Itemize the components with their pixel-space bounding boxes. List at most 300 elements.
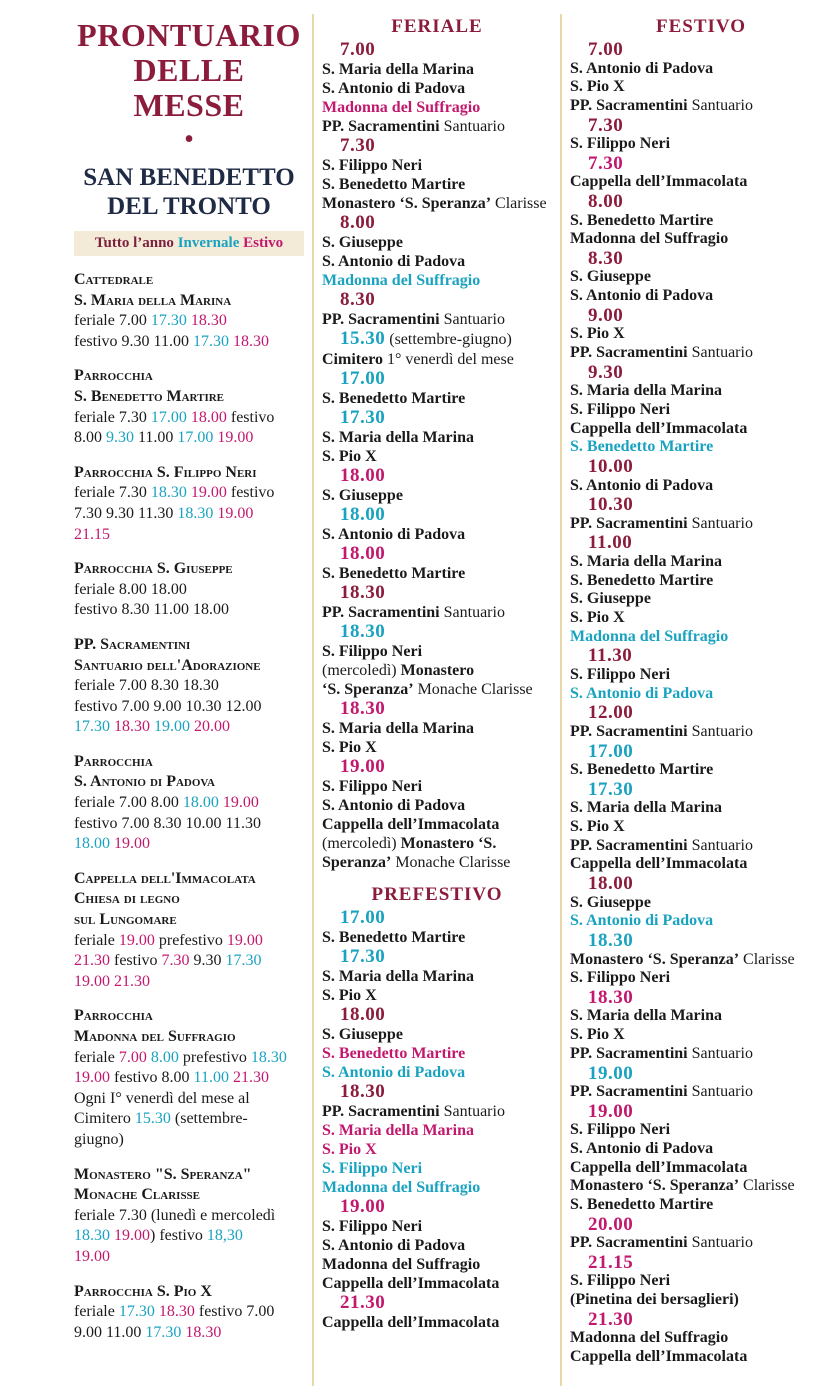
location-name: S. Filippo Neri (570, 969, 671, 987)
location-line (322, 642, 552, 661)
location-line (322, 447, 552, 466)
schedule-text: festivo (226, 484, 275, 502)
location-note: Santuario (439, 1103, 505, 1120)
location-name: S. Maria della Marina (322, 1122, 474, 1139)
mass-entry (322, 466, 552, 505)
schedule-text: 8.00 (74, 429, 106, 447)
schedule-line (74, 1068, 304, 1089)
church-name: S. Benedetto Martire (74, 387, 225, 405)
church-block (74, 366, 304, 448)
location-name: S. Pio X (322, 987, 377, 1004)
location-name: S. Benedetto Martire (322, 1045, 466, 1062)
bullet-icon: • (184, 124, 194, 155)
page-title (74, 18, 304, 123)
schedule-text: Ogni I° venerdì del mese al (74, 1089, 250, 1107)
schedule-text: 17.30 (74, 718, 110, 736)
location-name: S. Pio X (570, 1026, 625, 1044)
mass-entry (570, 192, 832, 249)
location-name: Monastero (400, 662, 475, 679)
schedule-line (74, 972, 304, 993)
schedule-line (74, 1006, 304, 1027)
location-line (570, 1159, 832, 1178)
time-value: 21.30 (340, 1292, 386, 1313)
church-name: Monache Clarisse (74, 1186, 201, 1204)
location-name: Cappella dell’Immacolata (322, 1275, 500, 1292)
schedule-text: feriale 7.30 (lunedì e mercoledì (74, 1206, 276, 1224)
mass-time (570, 192, 832, 212)
schedule-text: 21.15 (74, 525, 110, 543)
church-block (74, 869, 304, 993)
location-line (322, 815, 552, 834)
time-value: 17.00 (588, 740, 634, 762)
time-value: 18.30 (588, 986, 634, 1008)
schedule-line (74, 752, 304, 773)
schedule-text: 19.00 (114, 1227, 150, 1245)
mass-entry (570, 742, 832, 780)
schedule-text: 19.00 (190, 484, 227, 502)
location-name: Monastero ‘S. (400, 835, 497, 852)
church-block (74, 635, 304, 738)
location-line (570, 1177, 832, 1196)
schedule-text: 11.00 (193, 1069, 229, 1087)
schedule-text: 20.00 (194, 718, 230, 736)
schedule-text: 18.30 (250, 1048, 287, 1066)
time-value: 18.30 (340, 698, 386, 719)
schedule-text: feriale (74, 1303, 119, 1321)
location-name: S. Antonio di Padova (322, 1064, 466, 1081)
time-value: 18.00 (340, 543, 386, 564)
location-name: S. Maria della Marina (570, 1007, 722, 1025)
location-line (570, 894, 832, 913)
time-value: 8.30 (340, 289, 376, 310)
location-line (570, 135, 832, 154)
schedule-line (74, 1282, 304, 1303)
mass-time (322, 947, 552, 967)
schedule-line (74, 1302, 304, 1323)
location-line (322, 1102, 552, 1121)
location-line (570, 1026, 832, 1045)
location-line (322, 60, 552, 79)
schedule-text: prefestivo (154, 931, 227, 949)
location-line (570, 1121, 832, 1140)
mass-time (570, 40, 832, 60)
location-name: PP. Sacramentini (322, 1103, 440, 1120)
location-line (322, 928, 552, 947)
location-name: Cappella dell’Immacolata (570, 173, 748, 191)
location-line (322, 967, 552, 986)
location-line (570, 1329, 832, 1348)
schedule-text: 19.00 (74, 1069, 110, 1087)
location-note: Santuario (687, 344, 753, 362)
location-line (322, 194, 552, 213)
location-name: PP. Sacramentini (570, 1083, 688, 1101)
schedule-line (74, 793, 304, 814)
schedule-text: 17.30 (145, 1323, 182, 1341)
location-line (570, 420, 832, 439)
location-name: S. Filippo Neri (570, 1121, 671, 1139)
schedule-text: festivo (110, 952, 162, 970)
location-name: Cimitero (322, 351, 384, 368)
location-name: Cappella dell’Immacolata (570, 1348, 748, 1366)
location-note: 1° venerdì del mese (383, 351, 514, 368)
location-line (322, 1178, 552, 1197)
mass-entry (322, 583, 552, 622)
mass-time (570, 363, 832, 383)
location-name: S. Benedetto Martire (570, 571, 714, 589)
mass-time (570, 533, 832, 553)
time-value: 17.00 (340, 907, 386, 928)
mass-time (322, 408, 552, 428)
location-line (570, 912, 832, 931)
schedule-line (74, 1109, 304, 1130)
location-line (570, 1291, 832, 1310)
time-value: 7.00 (340, 39, 376, 60)
location-name: PP. Sacramentini (570, 96, 688, 114)
time-value: 12.00 (588, 702, 634, 724)
mass-time (570, 703, 832, 723)
schedule-line (74, 814, 304, 835)
schedule-text: ) festivo (150, 1227, 207, 1245)
schedule-text: festivo 7.00 9.00 10.30 12.00 (74, 697, 262, 715)
time-value: 17.00 (340, 368, 386, 389)
location-line (570, 609, 832, 628)
location-name: S. Maria della Marina (570, 799, 722, 817)
schedule-text: feriale 7.30 (74, 408, 151, 426)
mass-entry (570, 116, 832, 154)
location-note: Santuario (687, 1083, 753, 1101)
location-line (322, 350, 552, 369)
church-name: Parrocchia S. Filippo Neri (74, 463, 257, 481)
location-line (570, 287, 832, 306)
location-line (322, 486, 552, 505)
mass-time (322, 622, 552, 642)
location-name: S. Benedetto Martire (322, 565, 466, 582)
mass-entry (322, 290, 552, 329)
location-line (322, 156, 552, 175)
location-line (322, 1121, 552, 1140)
location-line (570, 325, 832, 344)
city-line: DEL TRONTO (107, 193, 271, 220)
schedule-line (74, 1165, 304, 1186)
schedule-text: 19.00 (114, 835, 150, 853)
schedule-text: 17.30 (118, 1303, 155, 1321)
location-name: Cappella dell’Immacolata (570, 855, 748, 873)
location-note: Santuario (439, 118, 505, 135)
mass-entry (570, 249, 832, 306)
schedule-line (74, 559, 304, 580)
location-line (322, 428, 552, 447)
mass-entry (322, 699, 552, 757)
schedule-line (74, 931, 304, 952)
mass-entry (322, 136, 552, 213)
schedule-line (74, 291, 304, 312)
location-line (570, 1007, 832, 1026)
location-name: PP. Sacramentini (322, 604, 440, 621)
location-name: S. Benedetto Martire (322, 390, 466, 407)
schedule-line (74, 332, 304, 353)
location-name: S. Filippo Neri (322, 643, 423, 660)
legend-summer: Estivo (243, 235, 284, 251)
location-line (322, 1217, 552, 1236)
mass-entry (570, 1064, 832, 1102)
location-line (570, 837, 832, 856)
schedule-text: 17.30 (225, 952, 262, 970)
location-line (570, 1083, 832, 1102)
location-name: Madonna del Suffragio (322, 1256, 481, 1273)
schedule-text: 18.30 (232, 332, 269, 350)
location-line (570, 268, 832, 287)
mass-time (570, 1064, 832, 1084)
location-line (322, 796, 552, 815)
mass-time (570, 495, 832, 515)
schedule-text: 18.30 (185, 1323, 222, 1341)
mass-time (570, 874, 832, 894)
schedule-text: feriale 8.00 18.00 (74, 580, 187, 598)
location-name: S. Filippo Neri (570, 665, 671, 683)
schedule-text: 17.00 (150, 408, 187, 426)
mass-time (322, 1082, 552, 1102)
location-name: PP. Sacramentini (322, 118, 440, 135)
mass-time (322, 40, 552, 60)
mass-time (322, 505, 552, 525)
location-line (570, 1196, 832, 1215)
mass-entry (570, 1102, 832, 1215)
schedule-text: 17.00 (177, 429, 214, 447)
location-name: PP. Sacramentini (322, 311, 440, 328)
location-name: S. Pio X (570, 78, 625, 96)
schedule-text: festivo 8.30 11.00 18.00 (74, 601, 229, 619)
schedule-text: 19.00 (74, 1247, 110, 1265)
schedule-line (74, 1226, 304, 1247)
mass-entry (570, 457, 832, 495)
mass-entry (322, 757, 552, 872)
location-note: Clarisse (491, 195, 547, 212)
schedule-text: feriale 7.00 8.30 18.30 (74, 677, 219, 695)
location-line (570, 382, 832, 401)
schedule-line (74, 270, 304, 291)
schedule-text: 18.30 (190, 312, 227, 330)
location-name: S. Benedetto Martire (570, 1196, 714, 1214)
time-value: 11.00 (588, 532, 633, 554)
time-value: 7.30 (588, 152, 624, 174)
schedule-text: festivo 8.00 (110, 1069, 194, 1087)
mass-entry (322, 213, 552, 290)
location-name: S. Pio X (322, 739, 377, 756)
schedule-line (74, 635, 304, 656)
mass-entry (322, 908, 552, 947)
schedule-line (74, 869, 304, 890)
church-name: S. Antonio di Padova (74, 773, 215, 791)
location-name: S. Maria della Marina (322, 720, 474, 737)
time-value: 7.00 (588, 39, 624, 60)
time-note: (settembre-giugno) (385, 331, 512, 348)
schedule-line (74, 483, 304, 504)
location-line (570, 438, 832, 457)
schedule-text: 18.30 (74, 1227, 110, 1245)
time-value: 18.00 (340, 1004, 386, 1025)
location-line (322, 777, 552, 796)
location-line (570, 590, 832, 609)
time-value: 15.30 (340, 328, 386, 349)
location-line (570, 344, 832, 363)
location-note: Monache Clarisse (391, 854, 511, 871)
location-note: Clarisse (739, 950, 795, 968)
title-line: PRONTUARIO (77, 17, 301, 53)
time-value: 18.00 (340, 504, 386, 525)
time-value: 8.00 (340, 212, 376, 233)
mass-entry (570, 874, 832, 931)
mass-time (570, 249, 832, 269)
schedule-line (74, 525, 304, 546)
schedule-text: 19.00 (226, 931, 263, 949)
festivo-list (570, 40, 832, 1367)
church-name: Santuario dell'Adorazione (74, 656, 261, 674)
location-line (570, 97, 832, 116)
time-value: 21.15 (588, 1251, 634, 1273)
city-name (74, 163, 304, 221)
schedule-line (74, 600, 304, 621)
mass-entry (570, 1215, 832, 1253)
mass-entry (322, 40, 552, 136)
mass-entry (570, 703, 832, 741)
location-line (322, 603, 552, 622)
schedule-line (74, 951, 304, 972)
time-value: 8.00 (588, 191, 624, 213)
location-line (322, 79, 552, 98)
location-line (322, 1255, 552, 1274)
location-name: S. Giuseppe (570, 590, 651, 608)
schedule-text: festivo 9.30 11.00 (74, 332, 193, 350)
color-legend (74, 231, 304, 256)
mass-entry (570, 40, 832, 116)
location-line (322, 1236, 552, 1255)
mass-time (322, 757, 552, 777)
schedule-text: 18.00 (182, 794, 219, 812)
location-name: Monastero ‘S. Speranza’ (570, 950, 740, 968)
mass-time (570, 742, 832, 762)
location-line (570, 799, 832, 818)
time-value: 18.30 (340, 621, 386, 642)
schedule-line (74, 408, 304, 429)
location-name: S. Antonio di Padova (322, 797, 466, 814)
mass-time (322, 290, 552, 310)
schedule-text: 18.30 (114, 718, 150, 736)
location-name: S. Maria della Marina (322, 61, 474, 78)
time-value: 7.30 (588, 114, 624, 136)
location-line (322, 680, 552, 699)
location-name: PP. Sacramentini (570, 514, 688, 532)
schedule-text: 18.00 (190, 408, 227, 426)
schedule-text: festivo 7.00 (194, 1303, 275, 1321)
schedule-text: 11.00 (134, 429, 178, 447)
location-name: Madonna del Suffragio (570, 230, 729, 248)
schedule-text: 19.00 (118, 931, 155, 949)
time-value: 8.30 (588, 247, 624, 269)
location-name: S. Antonio di Padova (570, 476, 714, 494)
location-line (570, 173, 832, 192)
location-name: PP. Sacramentini (570, 722, 688, 740)
mass-entry (570, 495, 832, 533)
legend-all-year: Tutto l’anno (94, 235, 174, 251)
location-line (322, 1313, 552, 1332)
time-value: 18.30 (340, 582, 386, 603)
location-line (322, 719, 552, 738)
time-value: 18.30 (588, 930, 634, 951)
location-line (322, 1159, 552, 1178)
schedule-text: 7.00 (118, 1048, 147, 1066)
schedule-text: 18,30 (206, 1227, 243, 1245)
schedule-text: 17.30 (192, 332, 229, 350)
time-value: 9.00 (588, 304, 624, 326)
mass-entry (570, 306, 832, 363)
location-name: S. Filippo Neri (322, 157, 423, 174)
mass-entry (570, 1310, 832, 1367)
location-name: Madonna del Suffragio (322, 99, 481, 116)
church-name: Cattedrale (74, 271, 154, 288)
location-line (570, 969, 832, 988)
church-block (74, 1282, 304, 1344)
schedule-line (74, 1048, 304, 1069)
schedule-line (74, 1323, 304, 1344)
location-line (570, 818, 832, 837)
schedule-text: 8.00 (150, 1048, 179, 1066)
mass-entry (322, 544, 552, 583)
schedule-text: 18.30 (150, 484, 187, 502)
location-name: S. Antonio di Padova (570, 684, 714, 702)
church-name: S. Maria della Marina (74, 291, 232, 309)
schedule-line (74, 387, 304, 408)
schedule-line (74, 504, 304, 525)
location-name: Madonna del Suffragio (570, 1329, 729, 1347)
schedule-text: Cimitero (74, 1110, 135, 1128)
time-value: 21.30 (588, 1308, 634, 1330)
time-value: 19.00 (340, 756, 386, 777)
time-value: 17.30 (340, 407, 386, 428)
location-name: S. Pio X (570, 325, 625, 343)
location-name: PP. Sacramentini (570, 344, 688, 362)
location-name: (Pinetina dei bersaglieri) (570, 1291, 739, 1309)
church-name: Parrocchia (74, 1007, 153, 1025)
location-note: Santuario (439, 311, 505, 328)
mass-time (322, 908, 552, 928)
schedule-line (74, 1206, 304, 1227)
schedule-line (74, 1247, 304, 1268)
mass-entry (570, 780, 832, 874)
mass-time (322, 466, 552, 486)
location-line (570, 477, 832, 496)
schedule-text: feriale 7.00 (74, 312, 151, 330)
schedule-line (74, 366, 304, 387)
location-line (570, 515, 832, 534)
schedule-line (74, 463, 304, 484)
location-line (322, 738, 552, 757)
church-name: Monastero "S. Speranza" (74, 1165, 252, 1183)
location-line (570, 1234, 832, 1253)
festivo-heading: FESTIVO (655, 16, 747, 37)
time-value: 17.30 (588, 778, 634, 800)
church-name: PP. Sacramentini (74, 635, 191, 653)
schedule-text: feriale (74, 931, 119, 949)
mass-time (570, 457, 832, 477)
mass-entry (322, 505, 552, 544)
mass-time (322, 1197, 552, 1217)
schedule-line (74, 889, 304, 910)
location-name: S. Antonio di Padova (322, 253, 466, 270)
location-note: Santuario (439, 604, 505, 621)
time-value: 18.00 (340, 465, 386, 486)
mass-entry (570, 533, 832, 646)
schedule-line (74, 656, 304, 677)
